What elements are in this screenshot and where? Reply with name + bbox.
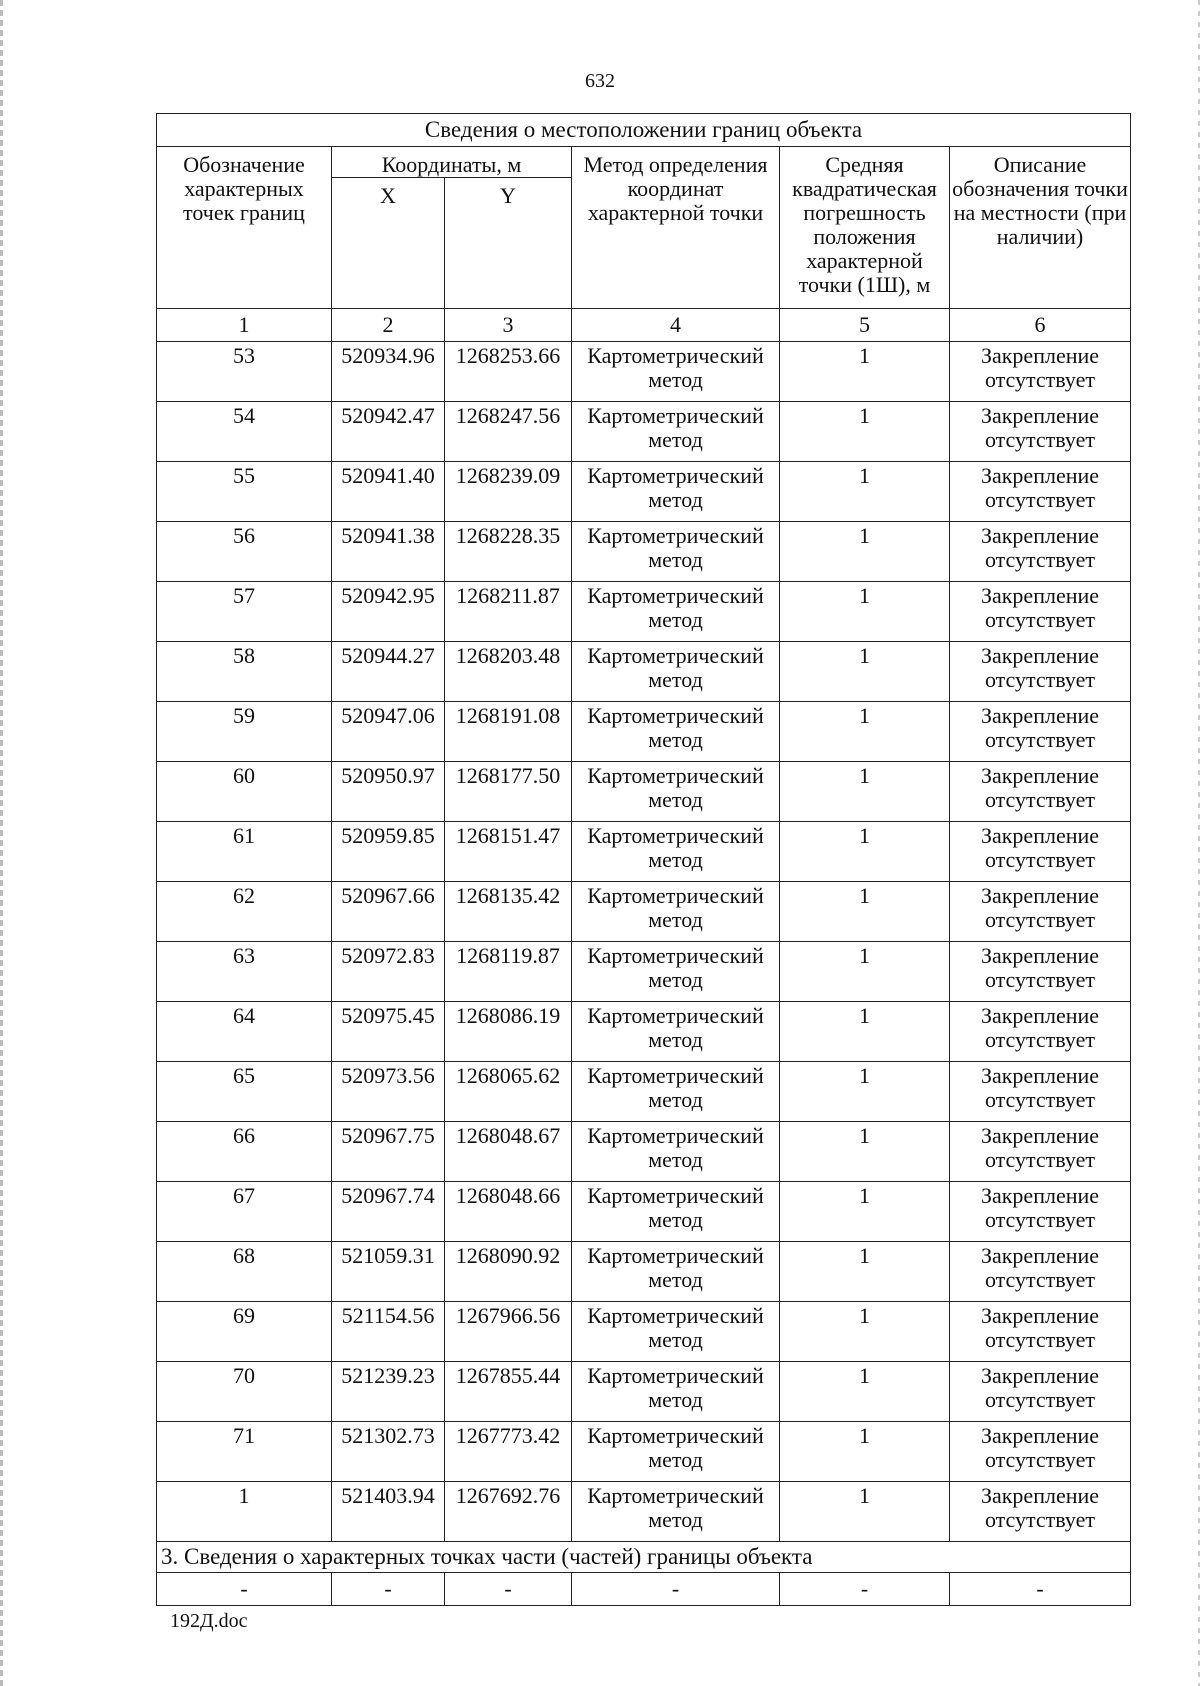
error-cell: 1 bbox=[780, 702, 950, 762]
point-cell: 60 bbox=[157, 762, 332, 822]
description-cell: Закрепление отсутствует bbox=[950, 822, 1131, 882]
point-cell: 64 bbox=[157, 1002, 332, 1062]
y-cell: 1268151.47 bbox=[445, 822, 572, 882]
table-row bbox=[157, 1362, 1131, 1422]
y-cell: 1268253.66 bbox=[445, 342, 572, 402]
table-row bbox=[157, 1422, 1131, 1482]
table-row bbox=[157, 762, 1131, 822]
boundary-coordinates-table bbox=[156, 113, 1131, 1606]
section3-cell: - bbox=[950, 1573, 1131, 1606]
method-cell: Картометрический метод bbox=[572, 1242, 780, 1302]
y-cell: 1268203.48 bbox=[445, 642, 572, 702]
table-title-row bbox=[157, 114, 1131, 147]
point-cell: 67 bbox=[157, 1182, 332, 1242]
error-cell: 1 bbox=[780, 1122, 950, 1182]
y-cell: 1268119.87 bbox=[445, 942, 572, 1002]
point-cell: 1 bbox=[157, 1482, 332, 1542]
x-cell: 521059.31 bbox=[332, 1242, 445, 1302]
y-cell: 1267692.76 bbox=[445, 1482, 572, 1542]
y-cell: 1267773.42 bbox=[445, 1422, 572, 1482]
scan-edge-left bbox=[0, 0, 3, 1686]
table-row bbox=[157, 642, 1131, 702]
description-cell: Закрепление отсутствует bbox=[950, 1482, 1131, 1542]
point-cell: 62 bbox=[157, 882, 332, 942]
table-row bbox=[157, 582, 1131, 642]
error-cell: 1 bbox=[780, 342, 950, 402]
method-cell: Картометрический метод bbox=[572, 1482, 780, 1542]
x-cell: 520975.45 bbox=[332, 1002, 445, 1062]
error-cell: 1 bbox=[780, 1182, 950, 1242]
x-cell: 520967.75 bbox=[332, 1122, 445, 1182]
x-cell: 520950.97 bbox=[332, 762, 445, 822]
error-cell: 1 bbox=[780, 942, 950, 1002]
error-cell: 1 bbox=[780, 1062, 950, 1122]
y-cell: 1268090.92 bbox=[445, 1242, 572, 1302]
error-cell: 1 bbox=[780, 642, 950, 702]
method-cell: Картометрический метод bbox=[572, 1362, 780, 1422]
method-cell: Картометрический метод bbox=[572, 1302, 780, 1362]
table-row bbox=[157, 1062, 1131, 1122]
method-cell: Картометрический метод bbox=[572, 942, 780, 1002]
table-title: Сведения о местоположении границ объекта bbox=[157, 114, 1131, 147]
error-cell: 1 bbox=[780, 1482, 950, 1542]
section3-cell: - bbox=[780, 1573, 950, 1606]
y-cell: 1268048.67 bbox=[445, 1122, 572, 1182]
point-cell: 54 bbox=[157, 402, 332, 462]
point-cell: 69 bbox=[157, 1302, 332, 1362]
table-row bbox=[157, 822, 1131, 882]
header-y: Y bbox=[445, 178, 572, 309]
x-cell: 520942.95 bbox=[332, 582, 445, 642]
description-cell: Закрепление отсутствует bbox=[950, 342, 1131, 402]
page-number: 632 bbox=[585, 70, 615, 92]
x-cell: 521403.94 bbox=[332, 1482, 445, 1542]
section3-cell: - bbox=[572, 1573, 780, 1606]
y-cell: 1268065.62 bbox=[445, 1062, 572, 1122]
header-x: X bbox=[332, 178, 445, 309]
y-cell: 1268048.66 bbox=[445, 1182, 572, 1242]
error-cell: 1 bbox=[780, 1002, 950, 1062]
description-cell: Закрепление отсутствует bbox=[950, 1302, 1131, 1362]
error-cell: 1 bbox=[780, 882, 950, 942]
point-cell: 61 bbox=[157, 822, 332, 882]
point-cell: 53 bbox=[157, 342, 332, 402]
point-cell: 56 bbox=[157, 522, 332, 582]
table-row bbox=[157, 1482, 1131, 1542]
y-cell: 1268247.56 bbox=[445, 402, 572, 462]
header-description: Описание обозначения точки на местности (при наличии) bbox=[950, 147, 1131, 309]
column-number: 5 bbox=[780, 309, 950, 342]
point-cell: 59 bbox=[157, 702, 332, 762]
point-cell: 65 bbox=[157, 1062, 332, 1122]
description-cell: Закрепление отсутствует bbox=[950, 462, 1131, 522]
method-cell: Картометрический метод bbox=[572, 882, 780, 942]
header-point-designation: Обозначение характерных точек границ bbox=[157, 147, 332, 309]
x-cell: 520941.40 bbox=[332, 462, 445, 522]
description-cell: Закрепление отсутствует bbox=[950, 522, 1131, 582]
column-number: 4 bbox=[572, 309, 780, 342]
method-cell: Картометрический метод bbox=[572, 1182, 780, 1242]
table-row bbox=[157, 462, 1131, 522]
method-cell: Картометрический метод bbox=[572, 762, 780, 822]
y-cell: 1268191.08 bbox=[445, 702, 572, 762]
description-cell: Закрепление отсутствует bbox=[950, 402, 1131, 462]
description-cell: Закрепление отсутствует bbox=[950, 642, 1131, 702]
method-cell: Картометрический метод bbox=[572, 1002, 780, 1062]
point-cell: 58 bbox=[157, 642, 332, 702]
x-cell: 520972.83 bbox=[332, 942, 445, 1002]
x-cell: 520947.06 bbox=[332, 702, 445, 762]
y-cell: 1268135.42 bbox=[445, 882, 572, 942]
y-cell: 1267966.56 bbox=[445, 1302, 572, 1362]
y-cell: 1268211.87 bbox=[445, 582, 572, 642]
method-cell: Картометрический метод bbox=[572, 522, 780, 582]
table-row bbox=[157, 942, 1131, 1002]
table-body bbox=[157, 342, 1131, 1542]
table-row bbox=[157, 1002, 1131, 1062]
x-cell: 520959.85 bbox=[332, 822, 445, 882]
column-number: 6 bbox=[950, 309, 1131, 342]
error-cell: 1 bbox=[780, 822, 950, 882]
error-cell: 1 bbox=[780, 1422, 950, 1482]
y-cell: 1268086.19 bbox=[445, 1002, 572, 1062]
x-cell: 520942.47 bbox=[332, 402, 445, 462]
error-cell: 1 bbox=[780, 1302, 950, 1362]
x-cell: 520967.66 bbox=[332, 882, 445, 942]
x-cell: 521302.73 bbox=[332, 1422, 445, 1482]
section3-cell: - bbox=[157, 1573, 332, 1606]
column-number: 1 bbox=[157, 309, 332, 342]
footer-filename: 192Д.doc bbox=[170, 1610, 248, 1632]
table-row bbox=[157, 1122, 1131, 1182]
error-cell: 1 bbox=[780, 1242, 950, 1302]
section3-row bbox=[157, 1542, 1131, 1573]
table-row bbox=[157, 1302, 1131, 1362]
column-number-row bbox=[157, 309, 1131, 342]
x-cell: 520944.27 bbox=[332, 642, 445, 702]
point-cell: 71 bbox=[157, 1422, 332, 1482]
section3-cell: - bbox=[332, 1573, 445, 1606]
description-cell: Закрепление отсутствует bbox=[950, 1002, 1131, 1062]
section3-data-row bbox=[157, 1573, 1131, 1606]
table-row bbox=[157, 1242, 1131, 1302]
error-cell: 1 bbox=[780, 1362, 950, 1422]
column-number: 2 bbox=[332, 309, 445, 342]
method-cell: Картометрический метод bbox=[572, 822, 780, 882]
header-method: Метод определения координат характерной точки bbox=[572, 147, 780, 309]
method-cell: Картометрический метод bbox=[572, 402, 780, 462]
table-row bbox=[157, 522, 1131, 582]
description-cell: Закрепление отсутствует bbox=[950, 1182, 1131, 1242]
description-cell: Закрепление отсутствует bbox=[950, 582, 1131, 642]
table-row bbox=[157, 1182, 1131, 1242]
point-cell: 66 bbox=[157, 1122, 332, 1182]
header-coordinates: Координаты, м bbox=[332, 147, 572, 178]
y-cell: 1268228.35 bbox=[445, 522, 572, 582]
x-cell: 520934.96 bbox=[332, 342, 445, 402]
x-cell: 521154.56 bbox=[332, 1302, 445, 1362]
error-cell: 1 bbox=[780, 402, 950, 462]
x-cell: 520941.38 bbox=[332, 522, 445, 582]
description-cell: Закрепление отсутствует bbox=[950, 1242, 1131, 1302]
section3-cell: - bbox=[445, 1573, 572, 1606]
description-cell: Закрепление отсутствует bbox=[950, 1122, 1131, 1182]
method-cell: Картометрический метод bbox=[572, 1062, 780, 1122]
error-cell: 1 bbox=[780, 582, 950, 642]
point-cell: 70 bbox=[157, 1362, 332, 1422]
table-row bbox=[157, 702, 1131, 762]
point-cell: 63 bbox=[157, 942, 332, 1002]
description-cell: Закрепление отсутствует bbox=[950, 762, 1131, 822]
point-cell: 55 bbox=[157, 462, 332, 522]
y-cell: 1268177.50 bbox=[445, 762, 572, 822]
method-cell: Картометрический метод bbox=[572, 1122, 780, 1182]
method-cell: Картометрический метод bbox=[572, 462, 780, 522]
method-cell: Картометрический метод bbox=[572, 342, 780, 402]
header-mean-error: Средняя квадратическая погрешность положения характерной точки (1Ш), м bbox=[780, 147, 950, 309]
description-cell: Закрепление отсутствует bbox=[950, 882, 1131, 942]
description-cell: Закрепление отсутствует bbox=[950, 1362, 1131, 1422]
y-cell: 1268239.09 bbox=[445, 462, 572, 522]
description-cell: Закрепление отсутствует bbox=[950, 1062, 1131, 1122]
description-cell: Закрепление отсутствует bbox=[950, 1422, 1131, 1482]
x-cell: 521239.23 bbox=[332, 1362, 445, 1422]
table-row bbox=[157, 342, 1131, 402]
y-cell: 1267855.44 bbox=[445, 1362, 572, 1422]
method-cell: Картометрический метод bbox=[572, 582, 780, 642]
error-cell: 1 bbox=[780, 522, 950, 582]
description-cell: Закрепление отсутствует bbox=[950, 702, 1131, 762]
description-cell: Закрепление отсутствует bbox=[950, 942, 1131, 1002]
column-number: 3 bbox=[445, 309, 572, 342]
table-row bbox=[157, 402, 1131, 462]
error-cell: 1 bbox=[780, 462, 950, 522]
method-cell: Картометрический метод bbox=[572, 1422, 780, 1482]
error-cell: 1 bbox=[780, 762, 950, 822]
method-cell: Картометрический метод bbox=[572, 642, 780, 702]
method-cell: Картометрический метод bbox=[572, 702, 780, 762]
point-cell: 57 bbox=[157, 582, 332, 642]
x-cell: 520967.74 bbox=[332, 1182, 445, 1242]
point-cell: 68 bbox=[157, 1242, 332, 1302]
table-row bbox=[157, 882, 1131, 942]
section3-title: 3. Сведения о характерных точках части (частей) границы объекта bbox=[157, 1542, 1131, 1573]
x-cell: 520973.56 bbox=[332, 1062, 445, 1122]
header-row bbox=[157, 147, 1131, 178]
